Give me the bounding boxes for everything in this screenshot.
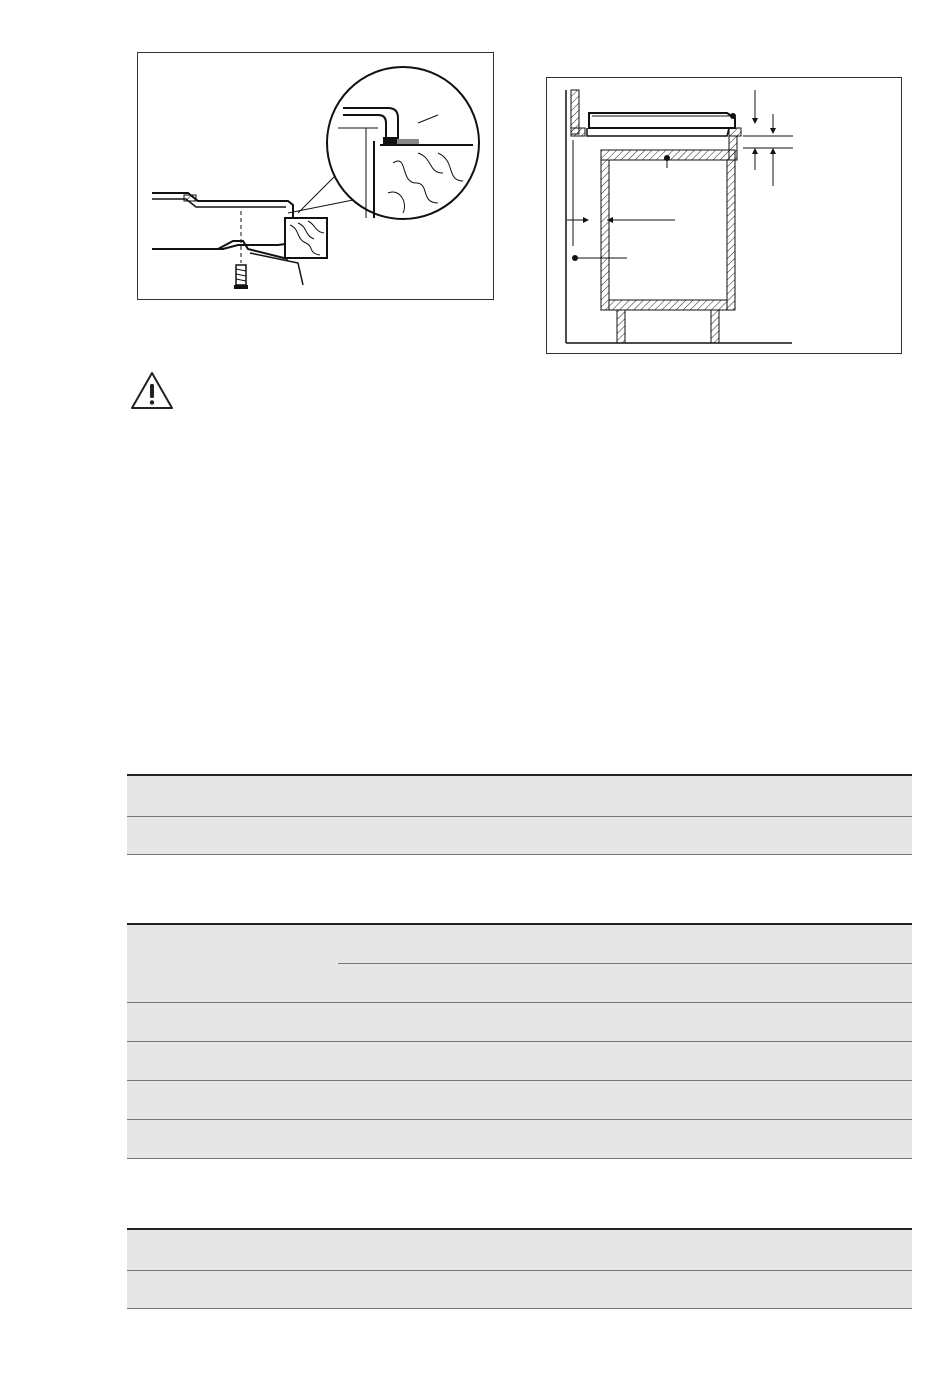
warning-triangle-icon	[130, 370, 174, 412]
table-cell	[127, 1271, 346, 1308]
table-row	[127, 1002, 912, 1041]
table-cell	[127, 776, 346, 816]
table-2	[127, 923, 912, 1159]
table-bottom-rule	[127, 1158, 912, 1159]
table-cell	[338, 1271, 346, 1308]
table-row	[127, 816, 912, 854]
fixing-bracket-diagram	[138, 53, 495, 301]
table-cell	[338, 925, 346, 963]
table-cell	[338, 964, 346, 1002]
table-cell	[127, 1081, 346, 1119]
table-row	[127, 1228, 912, 1270]
table-row	[127, 1041, 912, 1080]
table-row	[127, 774, 912, 816]
table-cell	[127, 1230, 346, 1270]
table-row	[127, 1119, 912, 1158]
table-cell	[338, 1042, 346, 1080]
table-cell	[338, 1003, 346, 1041]
table-cell	[338, 1081, 346, 1119]
figure-fixing-bracket	[137, 52, 494, 300]
table-cell	[338, 1120, 346, 1158]
table-cell	[338, 776, 346, 816]
table-cell	[338, 1230, 346, 1270]
table-bottom-rule	[127, 854, 912, 855]
table-3	[127, 1228, 912, 1309]
table-cell	[127, 817, 346, 854]
table-1	[127, 774, 912, 855]
table-subheader-rule	[338, 963, 912, 964]
table-row	[127, 1080, 912, 1119]
table-cell	[338, 817, 346, 854]
table-cell	[127, 925, 346, 1002]
table-cell	[127, 1003, 346, 1041]
table-cell	[127, 1042, 346, 1080]
table-cell	[127, 1120, 346, 1158]
table-row	[127, 1270, 912, 1308]
figure-cabinet-section	[546, 77, 902, 354]
cabinet-section-diagram	[547, 78, 903, 355]
table-row	[127, 923, 912, 1002]
table-bottom-rule	[127, 1308, 912, 1309]
